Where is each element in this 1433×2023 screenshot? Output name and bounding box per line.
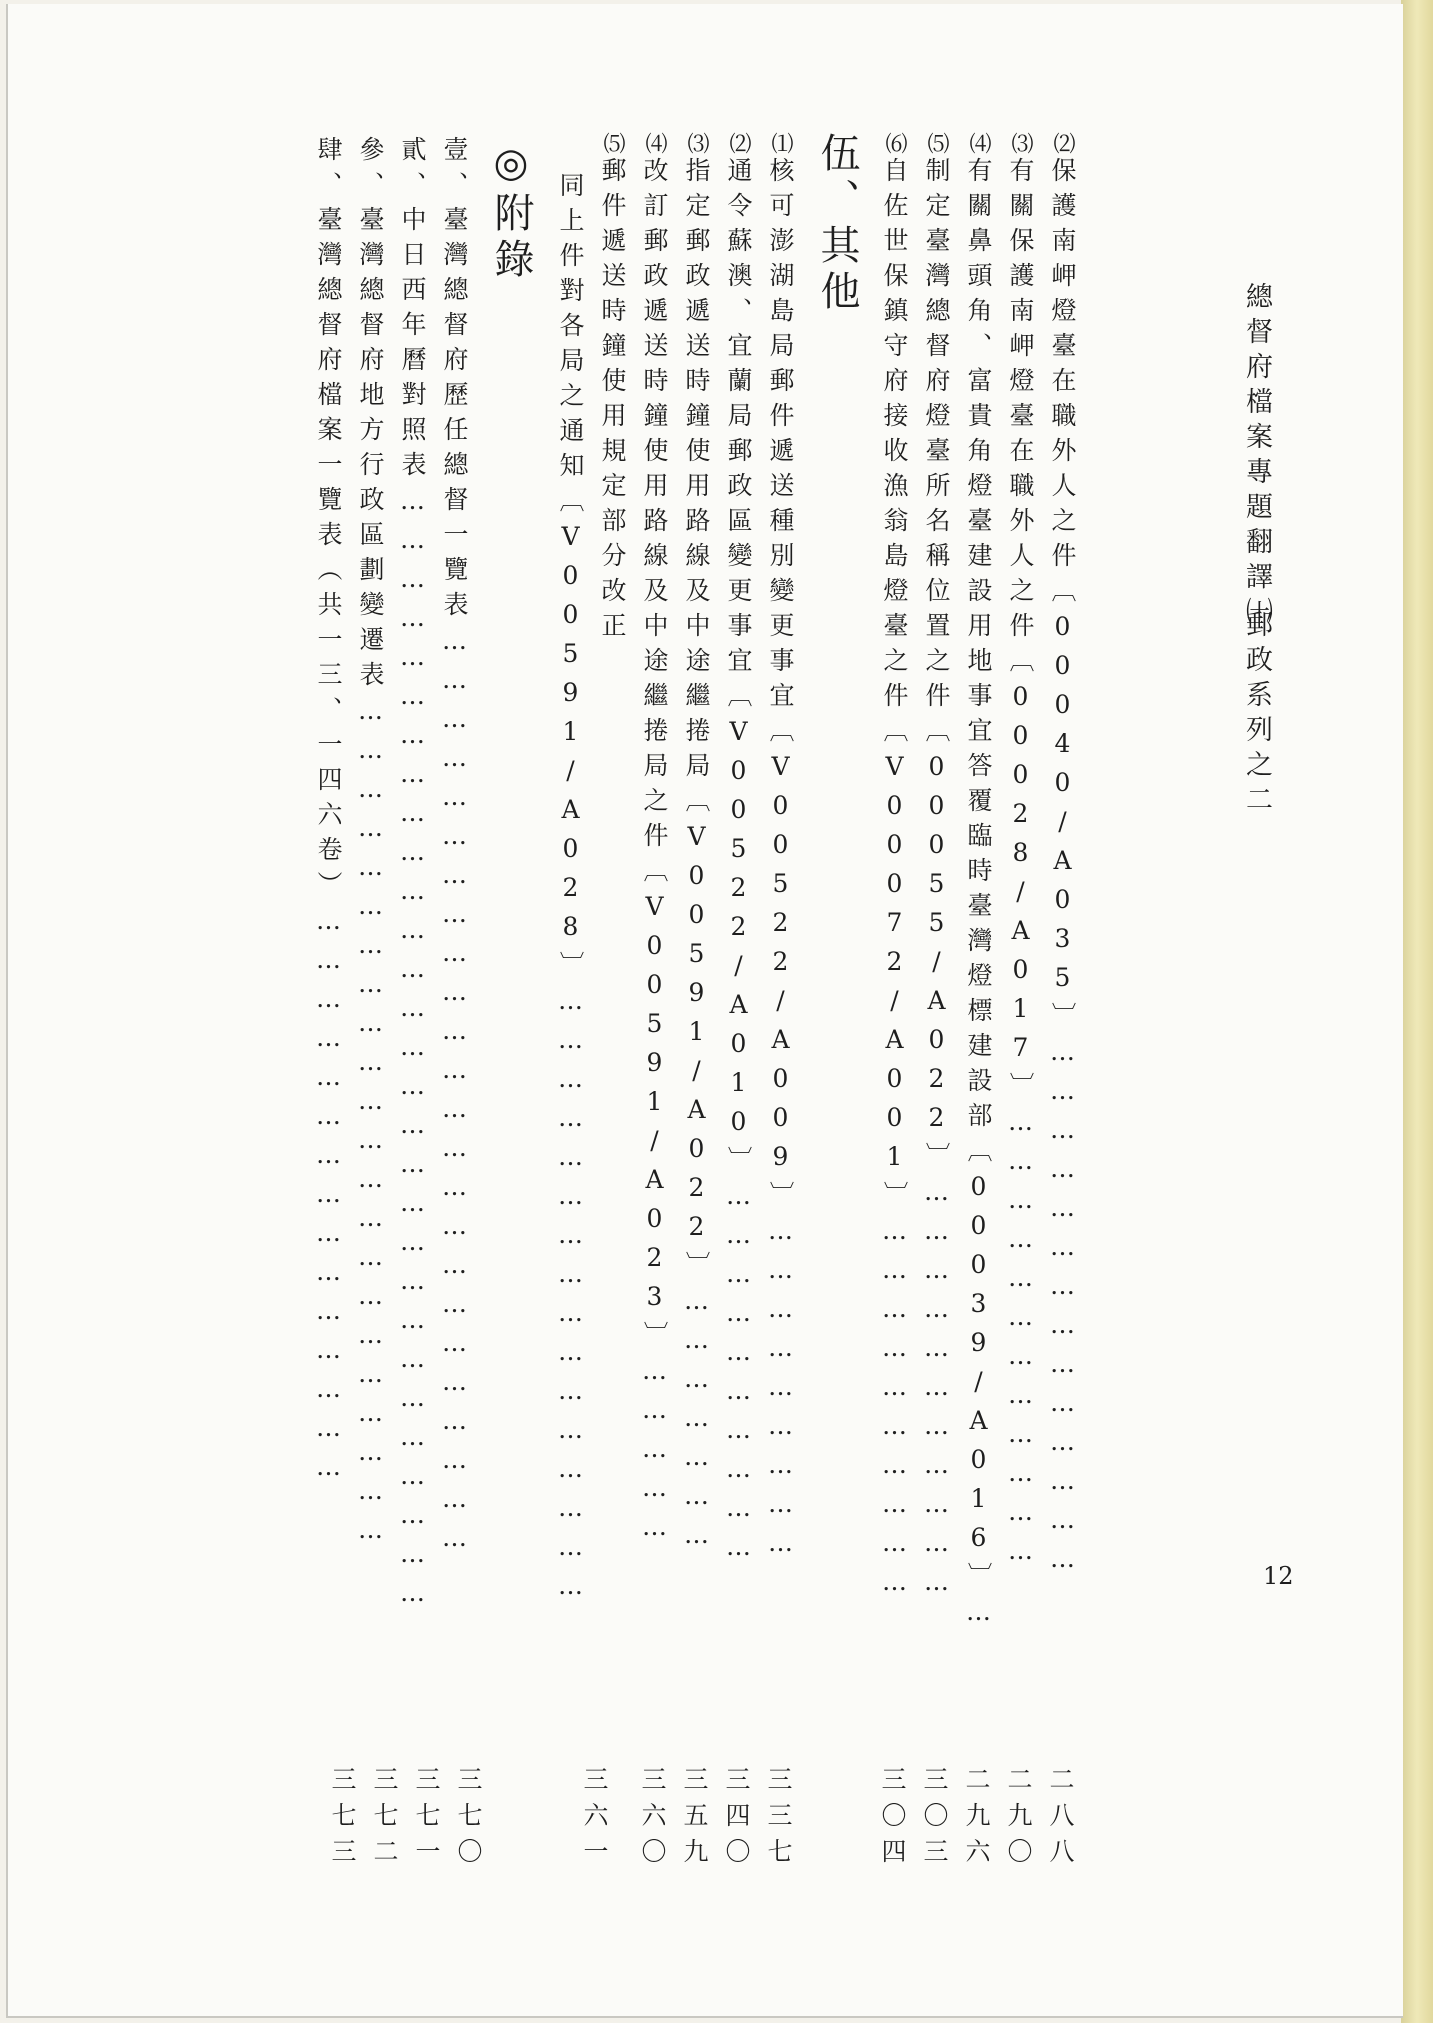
page-ref-digit: 七	[767, 1837, 793, 1866]
page-edge-strip	[1401, 0, 1433, 2023]
page-ref-digit: 〇	[641, 1837, 667, 1866]
entry-top-2: ⑵保護南岬燈臺在職外人之件〔00040/A035〕……………………………………	[1048, 132, 1077, 1583]
page-ref-appendix-3: 三 七 二	[370, 1762, 402, 1870]
page-ref-digit: 〇	[881, 1801, 907, 1830]
page-ref-digit: 〇	[923, 1801, 949, 1830]
page-ref-digit: 三	[331, 1837, 357, 1866]
page-ref-digit: 三	[767, 1801, 793, 1830]
page-ref-other-3: 三 五 九	[680, 1762, 712, 1870]
page-ref-digit: 七	[373, 1801, 399, 1830]
page-number: 12	[1263, 1562, 1294, 1590]
page-ref-digit: 三	[923, 1837, 949, 1866]
page-ref-digit: 〇	[725, 1837, 751, 1866]
appendix-entry-2: 貳、中日西年曆對照表……………………………………………………………………………	[398, 136, 427, 1617]
page-ref-top-2: 二 八 八	[1046, 1762, 1078, 1870]
entry-top-3: ⑶有關保護南岬燈臺在職外人之件〔00028/A017〕………………………………	[1006, 132, 1035, 1575]
page-ref-digit: 八	[1049, 1801, 1075, 1830]
page-ref-top-5: 三 〇 三	[920, 1762, 952, 1870]
page-ref-top-4: 二 九 六	[962, 1762, 994, 1870]
page-ref-digit: 四	[725, 1801, 751, 1830]
page-ref-other-4: 三 六 〇	[638, 1762, 670, 1870]
page-ref-digit: 七	[415, 1801, 441, 1830]
page-ref-digit: 四	[881, 1837, 907, 1866]
page-ref-digit: 九	[965, 1801, 991, 1830]
entry-other-4: ⑷改訂郵政遞送時鐘使用路線及中途繼捲局之件〔V00591/A023〕……………	[640, 132, 669, 1551]
page-ref-digit: 六	[641, 1801, 667, 1830]
appendix-title: ◎附錄	[488, 140, 534, 284]
page-ref-digit: 一	[415, 1837, 441, 1866]
page-ref-digit: 七	[331, 1801, 357, 1830]
page-ref-top-6: 三 〇 四	[878, 1762, 910, 1870]
page-ref-digit: 九	[1007, 1801, 1033, 1830]
page-ref-other-2: 三 四 〇	[722, 1762, 754, 1870]
page-ref-other-5: 三 六 一	[580, 1762, 612, 1870]
page-ref-digit: 一	[583, 1837, 609, 1866]
page-ref-digit: 七	[457, 1801, 483, 1830]
section-title-other: 伍、其他	[814, 132, 860, 316]
entry-other-3: ⑶指定郵政遞送時鐘使用路線及中途繼捲局〔V00591/A022〕…………………	[682, 132, 711, 1559]
entry-other-5-cont: 同上件對各局之通知〔V00591/A028〕…………………………………………	[556, 172, 585, 1610]
page-ref-appendix-4: 三 七 三	[328, 1762, 360, 1870]
page-ref-digit: 六	[583, 1801, 609, 1830]
entry-other-5: ⑸郵件遞送時鐘使用規定部分改正	[598, 132, 627, 647]
page-ref-appendix-2: 三 七 一	[412, 1762, 444, 1870]
page-ref-digit: 六	[965, 1837, 991, 1866]
page-ref-other-1: 三 三 七	[764, 1762, 796, 1870]
header-series: 郵政系列之二	[1241, 610, 1272, 820]
page-ref-digit: 二	[373, 1837, 399, 1866]
entry-other-2: ⑵通令蘇澳、宜蘭局郵政區變更事宜〔V00522/A010〕…………………………	[724, 132, 753, 1571]
appendix-entry-1: 壹、臺灣總督府歷任總督一覽表………………………………………………………………	[440, 136, 469, 1562]
page-ref-digit: 九	[683, 1837, 709, 1866]
page-ref-appendix-1: 三 七 〇	[454, 1762, 486, 1870]
page-ref-digit: 〇	[1007, 1837, 1033, 1866]
appendix-entry-4: 肆、臺灣總督府檔案一覽表（共一三、一四六卷）………………………………………	[314, 136, 343, 1491]
page-ref-digit: 八	[1049, 1837, 1075, 1866]
page-ref-top-3: 二 九 〇	[1004, 1762, 1036, 1870]
entry-other-1: ⑴核可澎湖島局郵件遞送種別變更事宜〔V00522/A009〕………………………	[766, 132, 795, 1567]
entry-top-5: ⑸制定臺灣總督府燈臺所名稱位置之件〔00055/A022〕……………………………	[922, 132, 951, 1606]
entry-top-4: ⑷有關鼻頭角、富貴角燈臺建設用地事宜答覆臨時臺灣燈標建設部〔00039/A016〕…	[964, 132, 993, 1636]
entry-top-6: ⑹自佐世保鎮守府接收漁翁島燈臺之件〔V00072/A001〕…………………………	[880, 132, 909, 1606]
page-ref-digit: 五	[683, 1801, 709, 1830]
page-ref-digit: 〇	[457, 1837, 483, 1866]
appendix-entry-3: 參、臺灣總督府地方行政區劃變遷表…………………………………………………………	[356, 136, 385, 1554]
header-title: 總督府檔案專題翻譯㈩	[1241, 282, 1272, 632]
